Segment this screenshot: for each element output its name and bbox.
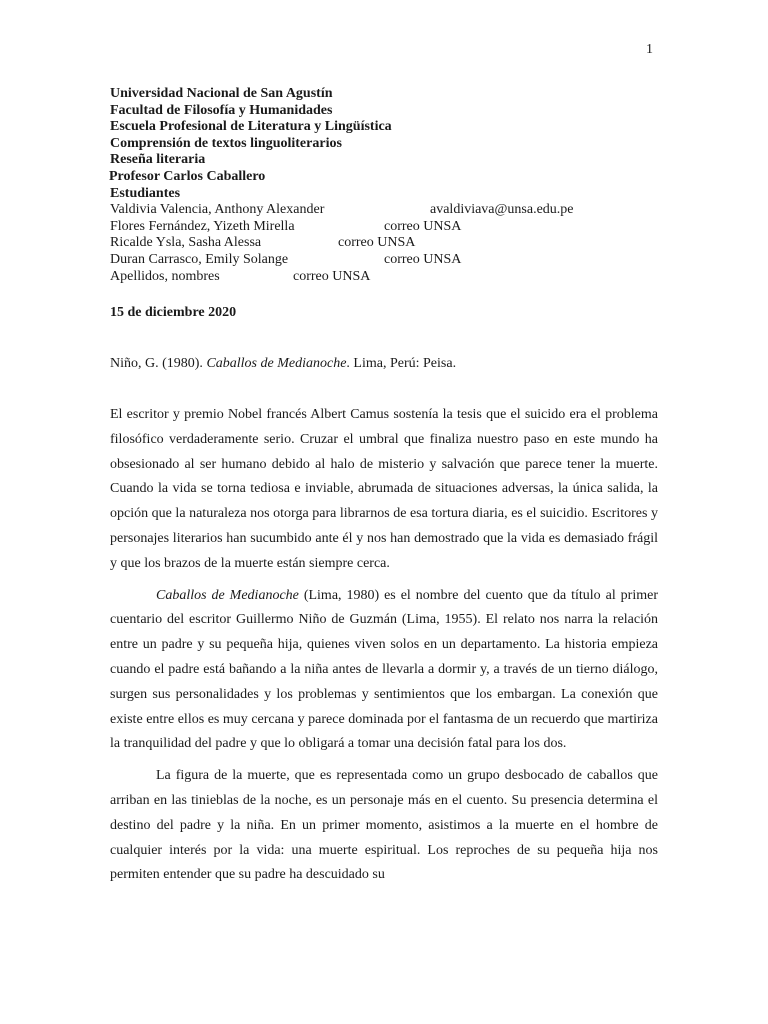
student-email: correo UNSA xyxy=(293,268,371,284)
paragraph-intro: El escritor y premio Nobel francés Albert Camus sostenía la tesis que el suicido era el problema filosófico verdaderamente serio. Cruzar el umbral que finaliza nuestro paso en este mundo ha obsesionado al ser humano debido al halo de misterio y salvación que parece tener la muerte. Cuando la vida se torna tediosa e inviable, abrumada de situaciones adversas, la única salida, la opción que la naturaleza nos otorga para librarnos de esa tortura diaria, es el suicidio. Escritores y personajes literarios han sucumbido ante él y nos han demostrado que la vida es demasiado frágil y que los brazos de la muerte están siempre cerca. xyxy=(110,407,658,571)
university-name: Universidad Nacional de San Agustín xyxy=(110,86,333,101)
assignment-type: Reseña literaria xyxy=(110,152,206,168)
student-name: Ricalde Ysla, Sasha Alessa xyxy=(110,235,262,251)
student-name: Duran Carrasco, Emily Solange xyxy=(110,251,289,267)
document-header xyxy=(110,86,670,285)
student-email: correo UNSA xyxy=(338,235,416,251)
faculty-name: Facultad de Filosofía y Humanidades xyxy=(110,102,333,118)
students-heading: Estudiantes xyxy=(110,185,181,201)
student-email: avaldiviava@unsa.edu.pe xyxy=(430,202,574,218)
document-date: 15 de diciembre 2020 xyxy=(110,305,237,320)
bibliographic-citation xyxy=(110,356,456,372)
student-email: correo UNSA xyxy=(384,251,462,267)
paragraph-story-summary-text: (Lima, 1980) es el nombre del cuento que da título al primer cuentario del escritor Guillermo Niño de Guzmán (Lima, 1955). El relato nos narra la relación entre un padre y su pequeña hija, quienes viven solos en un departamento. La historia empieza cuando el padre está bañando a la niña antes de llevarla a dormir y, a través de un tierno diálogo, surgen sus personalidades y los problemas y sentimientos que los embargan. La conexión que existe entre ellos es muy cercana y parece dominada por el fantasma de un recuerdo que martiriza la tranquilidad del padre y que lo obligará a tomar una decisión fatal para los dos. xyxy=(110,587,658,752)
citation-publisher: . Lima, Perú: Peisa. xyxy=(346,356,457,371)
student-name: Flores Fernández, Yizeth Mirella xyxy=(110,218,295,234)
course-name: Comprensión de textos linguoliterarios xyxy=(110,135,342,151)
citation-title: Caballos de Medianoche xyxy=(206,356,347,371)
page-number: 1 xyxy=(646,42,653,57)
school-name: Escuela Profesional de Literatura y Lingüística xyxy=(110,119,392,135)
student-name: Apellidos, nombres xyxy=(110,268,220,284)
student-row xyxy=(110,235,670,252)
student-row xyxy=(110,252,670,269)
paragraph-story-summary xyxy=(110,584,658,758)
student-row xyxy=(110,202,670,219)
paragraph-death-figure: La figura de la muerte, que es representada como un grupo desbocado de caballos que arriban en las tinieblas de la noche, es un personaje más en el cuento. Su presencia determina el destino del padre y la niña. En un primer momento, asistimos a la muerte en el hombre de cualquier interés por la vida: una muerte espiritual. Los reproches de su pequeña hija nos permiten entender que su padre ha descuidado su xyxy=(110,768,658,883)
citation-author-year: Niño, G. (1980). xyxy=(110,356,207,371)
student-email: correo UNSA xyxy=(384,218,462,234)
story-title: Caballos de Medianoche xyxy=(156,587,299,603)
review-body xyxy=(110,403,658,888)
student-name: Valdivia Valencia, Anthony Alexander xyxy=(110,202,325,218)
student-row xyxy=(110,219,670,236)
student-row xyxy=(110,269,670,286)
professor-name: Profesor Carlos Caballero xyxy=(109,168,266,184)
